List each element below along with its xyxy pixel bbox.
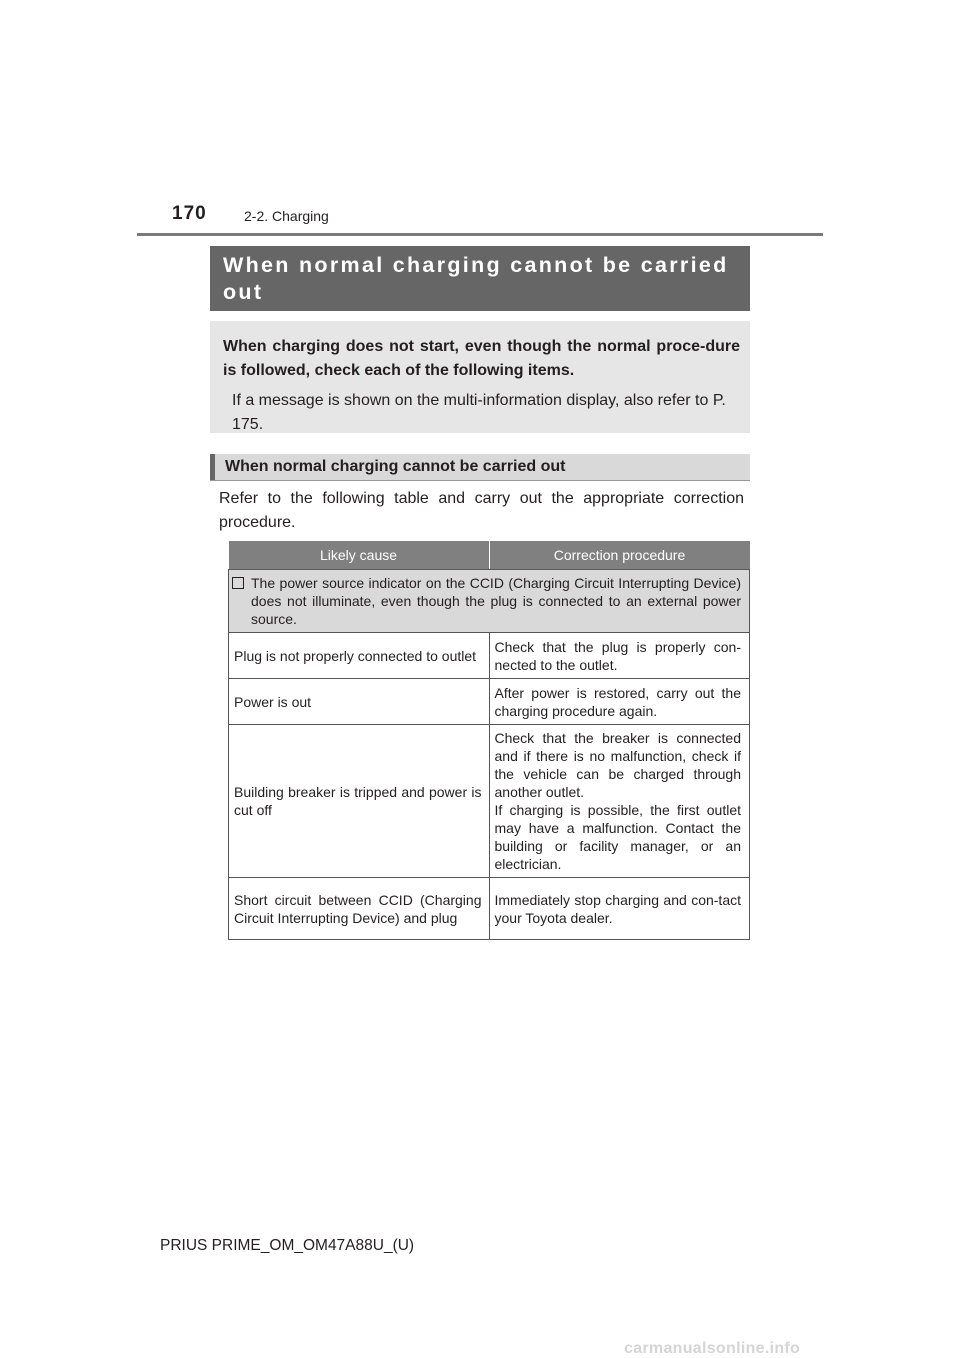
intro-note-text: If a message is shown on the multi-information display, also refer to P. 175. (232, 392, 726, 433)
table-row (229, 633, 750, 679)
cause-cell: Plug is not properly connected to outlet (229, 633, 490, 679)
fix-cell: After power is restored, carry out the charging procedure again. (489, 679, 750, 725)
intro-lead: When charging does not start, even though the normal proce-dure is followed, check each of the following items. (223, 338, 740, 379)
fix-text-extra: If charging is possible, the first outlet may have a malfunction. Contact the building or facility manager, or an electrician. (494, 802, 741, 872)
subsection-body: Refer to the following table and carry out the appropriate correction procedure. (219, 490, 744, 531)
column-header-cause: Likely cause (229, 541, 490, 570)
column-header-fix: Correction procedure (489, 541, 750, 570)
table-header-row (229, 541, 750, 570)
watermark: carmanualsonline.info (624, 1340, 801, 1357)
fix-cell: Check that the plug is properly con-nected to the outlet. (489, 633, 750, 679)
section-label: 2-2. Charging (244, 208, 329, 224)
fix-cell (489, 725, 750, 878)
fix-cell: Immediately stop charging and con-tact your Toyota dealer. (489, 878, 750, 940)
cause-table (228, 541, 750, 940)
group-header-cell (229, 570, 750, 633)
footer-doc-code: PRIUS PRIME_OM_OM47A88U_(U) (160, 1237, 415, 1254)
intro-box (210, 321, 750, 433)
table-row (229, 878, 750, 940)
cause-cell: Building breaker is tripped and power is cut off (229, 725, 490, 878)
intro-note (223, 389, 740, 437)
table-row (229, 679, 750, 725)
page-title: When normal charging cannot be carried out (210, 246, 750, 311)
group-header-row (229, 570, 750, 633)
fix-text: Check that the breaker is connected and if there is no malfunction, check if the vehicle can be charged through another outlet. (494, 730, 741, 800)
cause-cell: Short circuit between CCID (Charging Circuit Interrupting Device) and plug (229, 878, 490, 940)
header-rule (137, 233, 823, 236)
group-header-text: The power source indicator on the CCID (Charging Circuit Interrupting Device) does not illuminate, even though the plug is connected to an external power source. (251, 575, 741, 627)
checkbox-square-icon (232, 577, 244, 589)
table-row (229, 725, 750, 878)
subsection-rule (210, 480, 750, 481)
cause-cell: Power is out (229, 679, 490, 725)
subsection-title: When normal charging cannot be carried out (225, 458, 566, 475)
page-number: 170 (172, 203, 207, 224)
